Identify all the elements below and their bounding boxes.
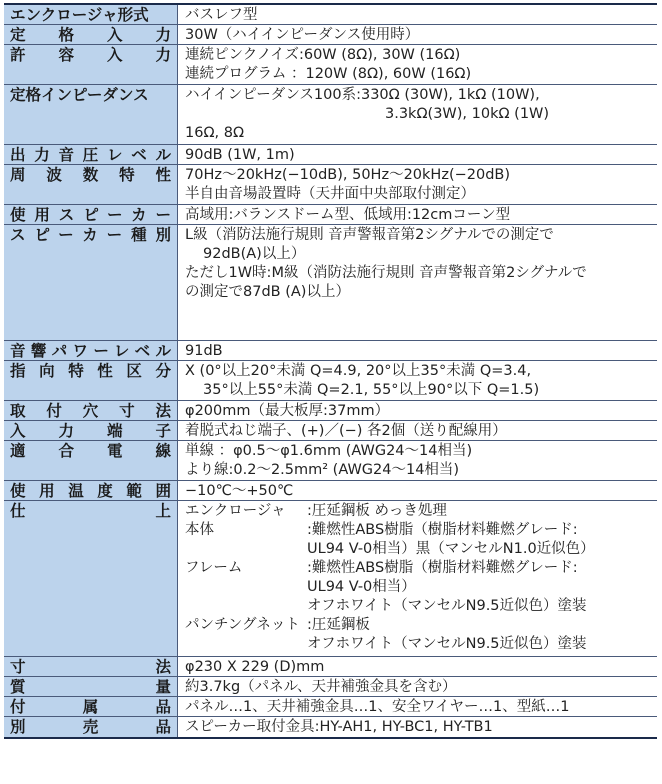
value-line: の測定で87dB (A)以上） — [185, 284, 350, 300]
spec-row-enclosure — [4, 5, 657, 25]
spec-label: エンクロージャ形式 — [4, 5, 178, 24]
spec-value — [178, 717, 657, 737]
value-line: 連続ピンクノイズ:60W (8Ω), 30W (16Ω) — [185, 47, 461, 63]
spec-value — [178, 677, 657, 696]
finish-spec: オフホワイト（マンセルN9.5近似色）塗装 — [307, 636, 587, 652]
finish-spec: UL94 V-0相当）黒（マンセルN1.0近似色） — [307, 541, 595, 557]
value-line: 90dB (1W, 1m) — [185, 147, 295, 163]
value-line: 70Hz～20kHz(−10dB), 50Hz～20kHz(−20dB) — [185, 167, 511, 183]
finish-spec: オフホワイト（マンセルN9.5近似色）塗装 — [307, 598, 587, 614]
finish-spec: :難燃性ABS樹脂（樹脂材料難燃グレード: — [307, 560, 578, 576]
finish-part — [185, 597, 307, 616]
value-line: 高域用:バランスドーム型、低域用:12cmコーン型 — [185, 207, 511, 223]
value-line: 着脱式ねじ端子、(+)／(−) 各2個（送り配線用） — [185, 423, 507, 439]
spec-value — [178, 205, 657, 224]
spec-row-speaker-class — [4, 225, 657, 341]
spec-value — [178, 165, 657, 204]
spec-value — [178, 25, 657, 44]
spec-row-accessories — [4, 697, 657, 717]
spec-row-dimensions — [4, 657, 657, 677]
spec-label: 定格インピーダンス — [4, 85, 178, 144]
spec-value — [178, 481, 657, 500]
finish-part — [185, 635, 307, 654]
finish-line — [185, 635, 651, 654]
value-line: ただし1W時:M級（消防法施行規則 音声警報音第2シグナルで — [185, 265, 587, 281]
spec-label: 使用温度範囲 — [4, 481, 178, 500]
value-line: ハイインピーダンス100系:330Ω (30W), 1kΩ (10W), — [185, 87, 540, 103]
spec-value — [178, 225, 657, 340]
spec-row-impedance — [4, 85, 657, 145]
spec-row-mounting-hole — [4, 401, 657, 421]
finish-spec: :圧延鋼板 めっき処理 — [307, 503, 447, 519]
spec-row-speakers — [4, 205, 657, 225]
spec-label: 音響パワーレベル — [4, 341, 178, 360]
spec-row-finish — [4, 501, 657, 657]
spec-label: 使用スピーカー — [4, 205, 178, 224]
value-line: φ200mm（最大板厚:37mm） — [185, 403, 390, 419]
spec-value — [178, 421, 657, 440]
finish-line — [185, 521, 651, 540]
value-line: L級（消防法施行規則 音声警報音第2シグナルでの測定で — [185, 227, 554, 243]
value-line: 91dB — [185, 343, 223, 359]
finish-line — [185, 578, 651, 597]
finish-part: フレーム — [185, 560, 243, 576]
spec-label: 定格入力 — [4, 25, 178, 44]
value-line: 92dB(A)以上） — [203, 246, 306, 262]
spec-row-wire — [4, 441, 657, 481]
spec-value — [178, 401, 657, 420]
value-line: 約3.7kg（パネル、天井補強金具を含む） — [185, 679, 457, 695]
finish-line — [185, 616, 651, 635]
spec-label: 付属品 — [4, 697, 178, 716]
value-line: スピーカー取付金具:HY-AH1, HY-BC1, HY-TB1 — [185, 719, 493, 735]
value-line: φ230 X 229 (D)mm — [185, 659, 325, 675]
finish-line — [185, 559, 651, 578]
spec-value — [178, 657, 657, 676]
finish-spec: :圧延鋼板 — [307, 617, 370, 633]
spec-row-options — [4, 717, 657, 737]
spec-label: 周波数特性 — [4, 165, 178, 204]
finish-spec: UL94 V-0相当） — [307, 579, 416, 595]
spec-label: 取付穴寸法 — [4, 401, 178, 420]
finish-line — [185, 597, 651, 616]
value-line: 30W（ハイインピーダンス使用時） — [185, 27, 420, 43]
value-line: 半自由音場設置時（天井面中央部取付測定） — [185, 186, 475, 202]
spec-label: 出力音圧レベル — [4, 145, 178, 164]
finish-line — [185, 540, 651, 559]
spec-value — [178, 85, 657, 144]
value-line: バスレフ型 — [185, 7, 258, 23]
spec-label: 質量 — [4, 677, 178, 696]
spec-row-output-spl — [4, 145, 657, 165]
spec-row-frequency — [4, 165, 657, 205]
value-line: 16Ω, 8Ω — [185, 125, 245, 141]
spec-value — [178, 45, 657, 84]
value-line: X (0°以上20°未満 Q=4.9, 20°以上35°未満 Q=3.4, — [185, 363, 532, 379]
spec-label: 仕上 — [4, 501, 178, 656]
spec-label: 寸法 — [4, 657, 178, 676]
spec-row-rated-input — [4, 25, 657, 45]
spec-label: 適合電線 — [4, 441, 178, 480]
spec-row-input-terminal — [4, 421, 657, 441]
spec-value — [178, 441, 657, 480]
finish-spec: :難燃性ABS樹脂（樹脂材料難燃グレード: — [307, 522, 578, 538]
finish-part: 本体 — [185, 522, 214, 538]
finish-part — [185, 540, 307, 559]
spec-row-sound-power — [4, 341, 657, 361]
spec-label: 入力端子 — [4, 421, 178, 440]
spec-label: 指向特性区分 — [4, 361, 178, 400]
value-line: より線:0.2～2.5mm² (AWG24～14相当) — [185, 462, 460, 478]
value-line: 3.3kΩ(3W), 10kΩ (1W) — [385, 106, 550, 122]
spec-value — [178, 501, 657, 656]
finish-line — [185, 502, 651, 521]
spec-row-mass — [4, 677, 657, 697]
spec-value — [178, 145, 657, 164]
finish-part: パンチングネット — [185, 617, 300, 633]
spec-row-allowable-input — [4, 45, 657, 85]
value-line: 連続プログラム ：120W (8Ω), 60W (16Ω) — [185, 66, 472, 82]
value-line: 35°以上55°未満 Q=2.1, 55°以上90°以下 Q=1.5) — [203, 382, 540, 398]
value-line: パネル…1、天井補強金具…1、安全ワイヤー…1、型紙…1 — [185, 699, 570, 715]
spec-row-temperature — [4, 481, 657, 501]
spec-table — [4, 3, 657, 739]
spec-label: スピーカー種別 — [4, 225, 178, 340]
finish-part: エンクロージャ — [185, 503, 286, 519]
spec-value — [178, 361, 657, 400]
spec-value — [178, 341, 657, 360]
spec-row-directivity — [4, 361, 657, 401]
spec-value — [178, 5, 657, 24]
finish-part — [185, 578, 307, 597]
spec-label: 許容入力 — [4, 45, 178, 84]
spec-label: 別売品 — [4, 717, 178, 737]
value-line: −10℃～+50℃ — [185, 483, 294, 499]
value-line: 単線 ：φ0.5～φ1.6mm (AWG24～14相当) — [185, 443, 473, 459]
spec-value — [178, 697, 657, 716]
